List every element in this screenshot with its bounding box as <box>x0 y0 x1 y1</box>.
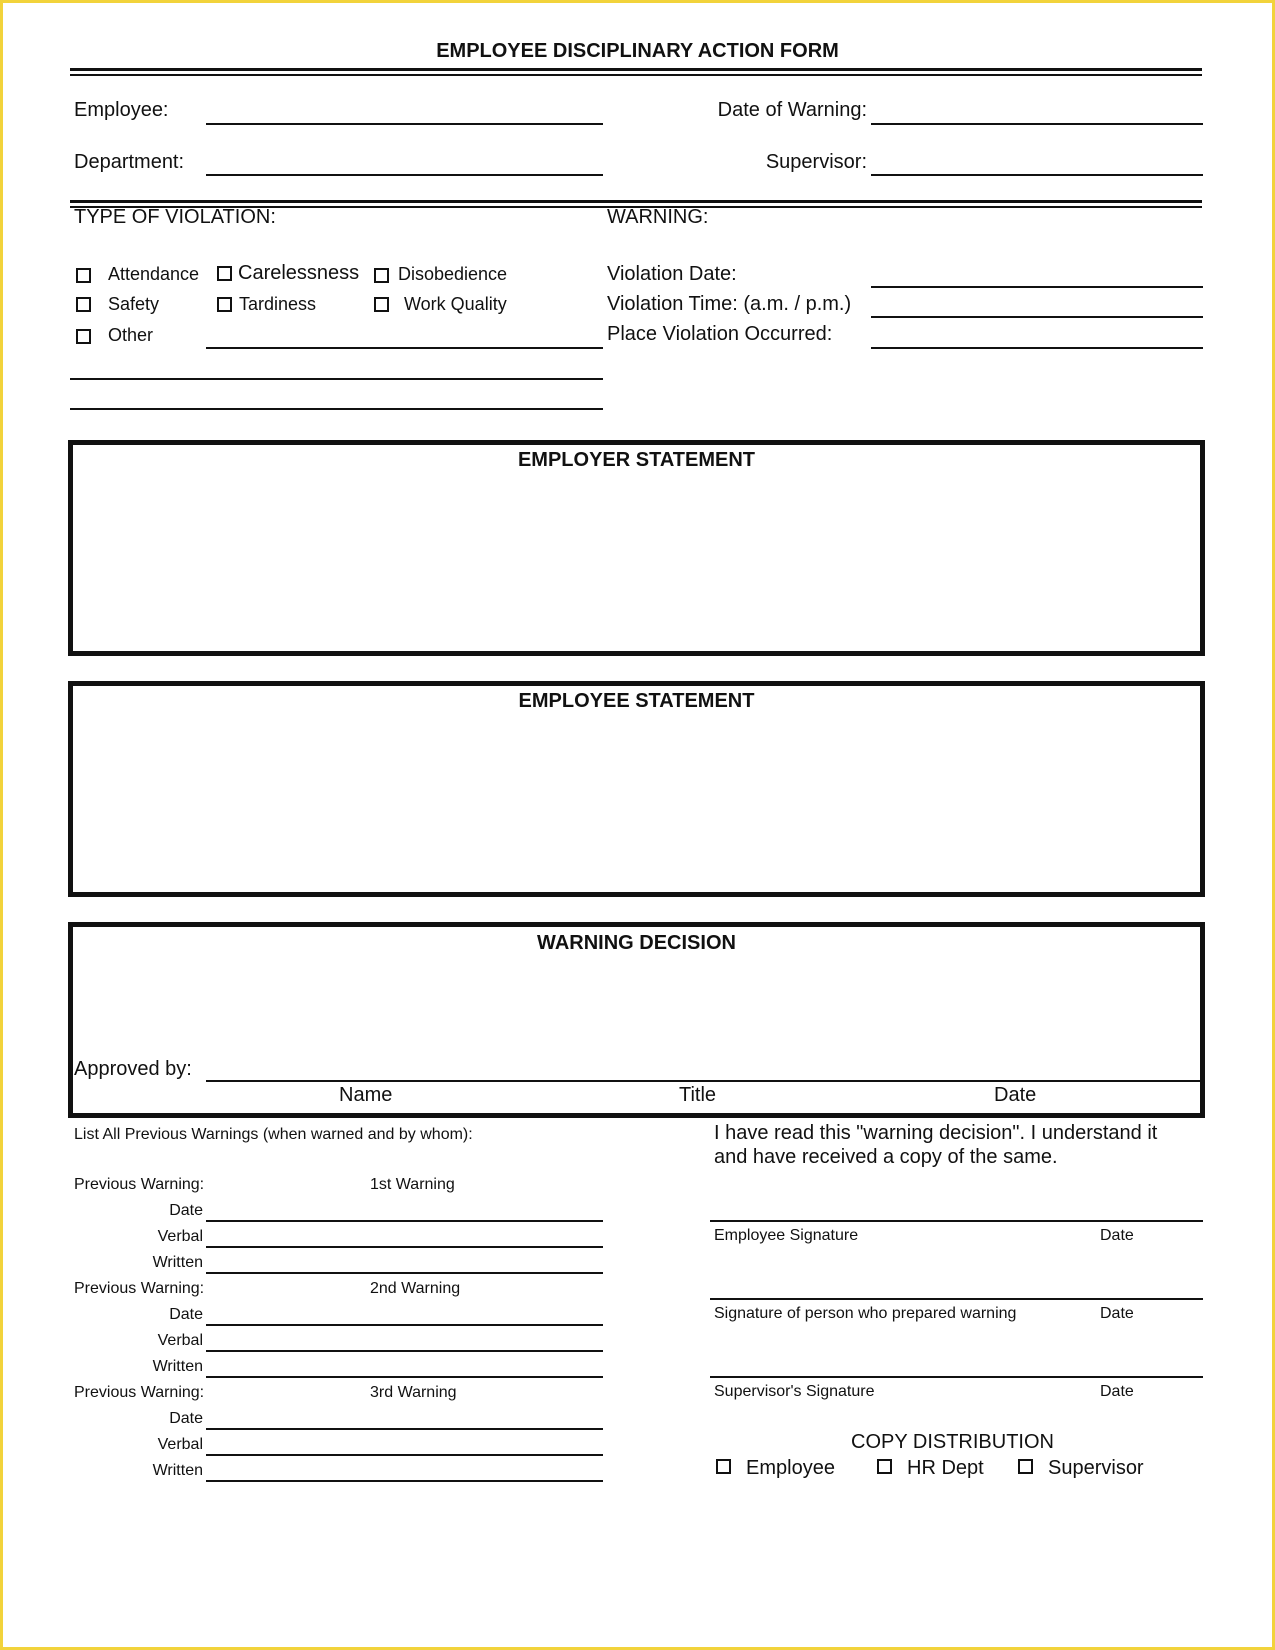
disobedience-checkbox[interactable] <box>374 268 389 283</box>
copy-employee-label: Employee <box>746 1457 835 1479</box>
date-of-warning-label: Date of Warning: <box>717 99 867 121</box>
employee-statement-box[interactable] <box>68 681 1205 897</box>
copy-hr-label: HR Dept <box>907 1457 984 1479</box>
department-field[interactable] <box>206 174 603 176</box>
approver-title-label: Title <box>679 1084 717 1106</box>
employee-signature-field[interactable] <box>710 1220 1203 1222</box>
warning-2-verbal-label: Verbal <box>157 1332 203 1349</box>
warning-3-date-label: Date <box>169 1410 203 1427</box>
approved-by-field[interactable] <box>206 1080 1200 1082</box>
warning-heading: WARNING: <box>607 206 709 228</box>
copy-supervisor-checkbox[interactable] <box>1018 1459 1033 1474</box>
work-quality-label: Work Quality <box>404 294 507 314</box>
attendance-checkbox[interactable] <box>76 268 91 283</box>
second-warning-label: 2nd Warning <box>370 1280 461 1297</box>
form-title: EMPLOYEE DISCIPLINARY ACTION FORM <box>436 40 839 62</box>
violation-heading: TYPE OF VIOLATION: <box>74 206 276 228</box>
violation-date-field[interactable] <box>871 286 1203 288</box>
approval-date-label: Date <box>994 1084 1037 1106</box>
previous-warnings-heading: List All Previous Warnings (when warned and by whom): <box>74 1126 473 1143</box>
warning-1-verbal-label: Verbal <box>157 1228 203 1245</box>
violation-place-field[interactable] <box>871 347 1203 349</box>
acknowledgement-line-1: I have read this "warning decision". I understand it <box>714 1122 1158 1144</box>
warning-1-date-label: Date <box>169 1202 203 1219</box>
copy-employee-checkbox[interactable] <box>716 1459 731 1474</box>
tardiness-checkbox[interactable] <box>217 297 232 312</box>
work-quality-checkbox[interactable] <box>374 297 389 312</box>
warning-decision-title: WARNING DECISION <box>537 932 736 954</box>
violation-time-field[interactable] <box>871 316 1203 318</box>
department-label: Department: <box>74 151 185 173</box>
date-of-warning-field[interactable] <box>871 123 1203 125</box>
previous-warning-3-label: Previous Warning: <box>74 1384 205 1401</box>
supervisor-signature-date-label: Date <box>1100 1383 1134 1400</box>
third-warning-label: 3rd Warning <box>370 1384 457 1401</box>
first-warning-label: 1st Warning <box>370 1176 455 1193</box>
warning-2-date-field[interactable] <box>206 1324 603 1326</box>
warning-1-date-field[interactable] <box>206 1220 603 1222</box>
violation-date-label: Violation Date: <box>607 263 737 285</box>
carelessness-label: Carelessness <box>238 262 360 284</box>
preparer-signature-field[interactable] <box>710 1298 1203 1300</box>
previous-warning-2-label: Previous Warning: <box>74 1280 205 1297</box>
copy-supervisor-label: Supervisor <box>1048 1457 1144 1479</box>
copy-hr-checkbox[interactable] <box>877 1459 892 1474</box>
disobedience-label: Disobedience <box>398 264 508 284</box>
warning-2-date-label: Date <box>169 1306 203 1323</box>
violation-time-label: Violation Time: (a.m. / p.m.) <box>607 293 852 315</box>
warning-3-verbal-label: Verbal <box>157 1436 203 1453</box>
attendance-label: Attendance <box>108 264 200 284</box>
violation-notes-line-2[interactable] <box>70 408 603 410</box>
supervisor-signature-label: Supervisor's Signature <box>714 1383 875 1400</box>
warning-3-written-label: Written <box>152 1462 203 1479</box>
employee-label: Employee: <box>74 99 169 121</box>
carelessness-checkbox[interactable] <box>217 266 232 281</box>
employer-statement-title: EMPLOYER STATEMENT <box>517 449 756 471</box>
warning-1-verbal-field[interactable] <box>206 1246 603 1248</box>
previous-warning-1-label: Previous Warning: <box>74 1176 205 1193</box>
employee-signature-label: Employee Signature <box>714 1227 859 1244</box>
preparer-signature-date-label: Date <box>1100 1305 1134 1322</box>
warning-3-verbal-field[interactable] <box>206 1454 603 1456</box>
warning-1-written-label: Written <box>152 1254 203 1271</box>
warning-3-date-field[interactable] <box>206 1428 603 1430</box>
warning-3-written-field[interactable] <box>206 1480 603 1482</box>
approved-by-label: Approved by: <box>74 1058 192 1080</box>
safety-checkbox[interactable] <box>76 297 91 312</box>
employee-statement-title: EMPLOYEE STATEMENT <box>518 690 755 712</box>
other-label: Other <box>108 325 154 345</box>
other-field[interactable] <box>206 347 603 349</box>
copy-distribution-heading: COPY DISTRIBUTION <box>851 1431 1054 1453</box>
violation-place-label: Place Violation Occurred: <box>607 323 833 345</box>
warning-2-written-label: Written <box>152 1358 203 1375</box>
safety-label: Safety <box>108 294 160 314</box>
warning-1-written-field[interactable] <box>206 1272 603 1274</box>
approver-name-label: Name <box>339 1084 393 1106</box>
warning-2-written-field[interactable] <box>206 1376 603 1378</box>
tardiness-label: Tardiness <box>239 294 317 314</box>
employee-field[interactable] <box>206 123 603 125</box>
employer-statement-box[interactable] <box>68 440 1205 656</box>
acknowledgement-line-2: and have received a copy of the same. <box>714 1146 1058 1168</box>
supervisor-field[interactable] <box>871 174 1203 176</box>
other-checkbox[interactable] <box>76 329 91 344</box>
warning-2-verbal-field[interactable] <box>206 1350 603 1352</box>
employee-signature-date-label: Date <box>1100 1227 1134 1244</box>
preparer-signature-label: Signature of person who prepared warning <box>714 1305 1017 1322</box>
title-divider <box>70 68 1202 76</box>
supervisor-signature-field[interactable] <box>710 1376 1203 1378</box>
supervisor-label: Supervisor: <box>765 151 867 173</box>
violation-notes-line-1[interactable] <box>70 378 603 380</box>
